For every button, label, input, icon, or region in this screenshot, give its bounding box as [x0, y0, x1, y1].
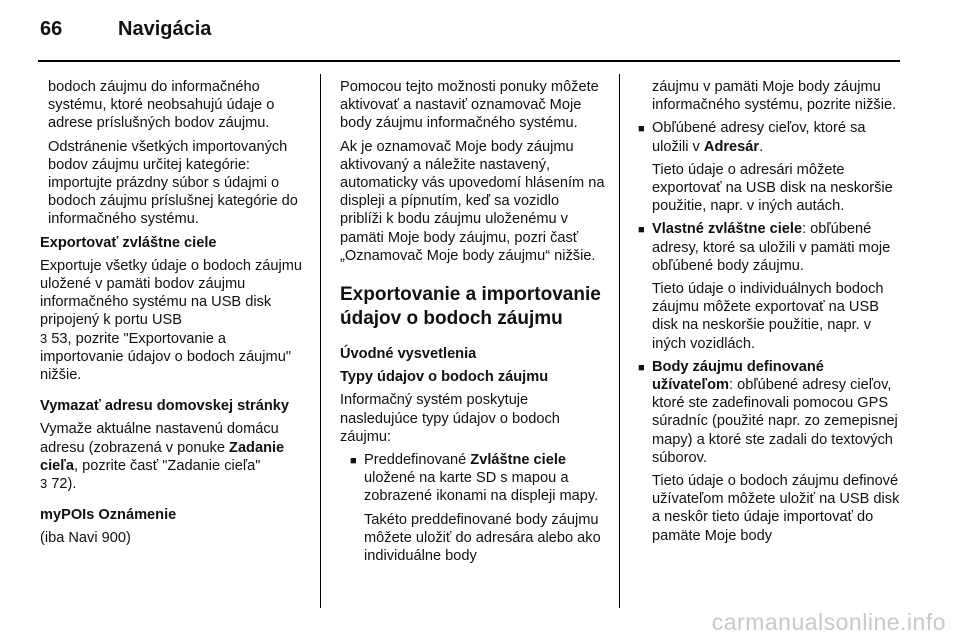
header-rule: [38, 60, 900, 62]
heading-mypois-notification: myPOIs Oznámenie: [40, 507, 177, 524]
paragraph: Exportuje všetky údaje o bodoch záujmu uložené v pamäti bodov záujmu informačného systému na USB disk pripojený k portu USB 3 53, pozrite "Exportovanie a importovanie údajov o bodoch záujmu" nižšie.: [40, 257, 303, 384]
paragraph: Odstránenie všetkých importovaných bodov záujmu určitej kategórie: importujte prázdny súbor s údajmi o bodoch záujmu príslušnej kategórie do informačného systému.: [48, 138, 298, 228]
list-item-detail: Tieto údaje o individuálnych bodoch záujmu môžete exportovať na USB disk na neskoršie použitie, napr. v iných vozidlách.: [652, 281, 884, 352]
heading-export-pois: Exportovať zvláštne ciele: [40, 234, 217, 251]
list-item: ■ Obľúbené adresy cieľov, ktoré sa uložili v Adresár.: [638, 120, 866, 155]
paragraph: bodoch záujmu do informačného systému, ktoré neobsahujú údaje o adrese príslušných bodov záujmu.: [48, 79, 275, 132]
chapter-title: Navigácia: [118, 18, 212, 40]
paragraph: Pomocou tejto možnosti ponuky môžete aktivovať a nastaviť oznamovač Moje body záujmu informačného systému.: [340, 79, 599, 132]
paragraph: (iba Navi 900): [40, 530, 131, 547]
watermark: carmanualsonline.info: [711, 609, 946, 635]
paragraph: záujmu v pamäti Moje body záujmu informačného systému, pozrite nižšie.: [652, 79, 897, 114]
bullet-square-icon: ■: [638, 361, 645, 374]
list-item-detail: Tieto údaje o adresári môžete exportovať na USB disk na neskoršie použitie, napr. v iných autách.: [652, 161, 893, 215]
list-item: ■ Body záujmu definované užívateľom: obľúbené adresy cieľov, ktoré ste zadefinovali pomocou GPS súradníc (použité napr. zo zemepisnej mapy) a ktoré ste zadali do textových súborov.: [638, 358, 898, 466]
subheading-intro: Úvodné vysvetlenia: [340, 346, 477, 363]
paragraph: Vymaže aktuálne nastavenú domácu adresu (zobrazená v ponuke Zadanie cieľa, pozrite časť "Zadanie cieľa" 3 72).: [40, 421, 285, 493]
list-item: ■ Vlastné zvláštne ciele: obľúbené adresy, ktoré sa uložili v pamäti moje obľúbené body záujmu.: [638, 221, 891, 274]
column-3: [638, 78, 903, 550]
column-1: [40, 78, 310, 553]
subheading-poi-types: Typy údajov o bodoch záujmu: [340, 369, 549, 386]
section-heading: Exportovanie a importovanie údajov o bodoch záujmu: [340, 284, 601, 330]
column-2: [340, 78, 605, 570]
bullet-square-icon: ■: [350, 455, 357, 468]
paragraph: Informačný systém poskytuje nasledujúce typy údajov o bodoch záujmu:: [340, 392, 560, 445]
paragraph: Ak je oznamovač Moje body záujmu aktivovaný a náležite nastavený, automaticky vás upovedomí hlásením na displeji a pípnutím, keď sa vozidlo priblíži k bodu záujmu uloženému v pamäti Moje body záujmu, pozri časť „Oznamovač Moje body záujmu“ nižšie.: [340, 138, 605, 264]
page-header: [0, 0, 960, 60]
column-divider-1: [320, 74, 321, 608]
page-ref-arrow-icon: 3: [40, 330, 48, 346]
heading-delete-home: Vymazať adresu domovskej stránky: [40, 398, 289, 415]
column-divider-2: [619, 74, 620, 608]
list-item-detail: Takéto preddefinované body záujmu môžete uložiť do adresára alebo ako individuálne body: [364, 511, 601, 565]
page-ref-arrow-icon: 3: [40, 476, 48, 492]
page-number: 66: [40, 18, 63, 40]
bullet-square-icon: ■: [638, 123, 645, 136]
list-item-detail: Tieto údaje o bodoch záujmu definové užívateľom môžete uložiť na USB disk a neskôr tieto údaje importovať do pamäte Moje body: [652, 473, 900, 544]
list-item: ■ Preddefinované Zvláštne ciele uložené na karte SD s mapou a zobrazené ikonami na displeji mapy.: [350, 452, 599, 505]
bullet-square-icon: ■: [638, 224, 645, 237]
